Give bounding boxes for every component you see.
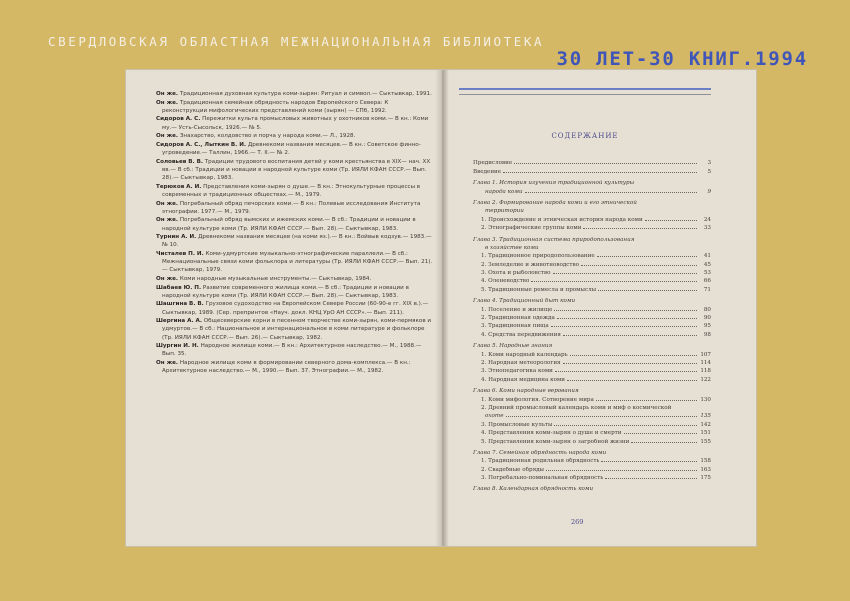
toc-page-number: 175	[700, 475, 711, 482]
toc-row	[473, 158, 711, 166]
entry-text: Пережитки культа промысловых животных у охотников коми.— В кн.: Коми му.— Усть-Сысольск, 1926.— № 5.	[162, 116, 429, 131]
toc-row	[473, 411, 711, 419]
toc-leader-dots	[506, 416, 697, 417]
page-title: 30 ЛЕТ-30 КНИГ.1994	[556, 48, 808, 70]
entry-text: Развитие современного жилища коми.— В сб.: Традиции и новации в народной культуре коми (Тр. ИЯЛИ КФАН СССР.— Вып. 28).— Сыктывкар, 1983.	[162, 284, 409, 299]
toc-entry-title: 4. Народная медицина коми	[481, 376, 566, 383]
toc-entry-title: 4. Средства передвижения	[481, 331, 561, 338]
toc-row	[473, 464, 711, 472]
entry-text: Общесеверские корни в песенном творчестве коми-зырян, коми-пермяков и удмуртов.— В сб.: Национальное и интернациональное в коми литературе и фольклоре (Тр. ИЯЛИ КФАН СССР.— Вып. 26).— Сыктывкар, 1982.	[162, 318, 432, 341]
toc-row	[473, 394, 711, 402]
header-rule	[459, 88, 711, 90]
toc-leader-dots	[546, 470, 697, 471]
entry-author: Турнин А. И.	[156, 234, 197, 241]
toc-entry-title: территории	[485, 208, 524, 215]
toc-row	[473, 206, 711, 214]
toc-page-number: 71	[703, 286, 711, 293]
bibliography-entry	[156, 275, 433, 283]
entry-text: Народное жилище коми в формировании северного дома-комплекса.— В кн.: Архитектурное наследство.— М., 1990.— Вып. 37. Этнографии.— М., 1982.	[162, 360, 411, 375]
toc-entry-title: 1. Коми народный календарь	[481, 351, 568, 358]
bibliography-entry	[156, 99, 433, 115]
toc-row	[473, 473, 711, 481]
entry-text: Погребальный обряд вымских и ижемских коми.— В сб.: Традиции и новации в народной культуре коми (Тр. ИЯЛИ КФАН СССР.— Вып. 28).— Сыктывкар, 1983.	[162, 217, 416, 232]
toc-leader-dots	[531, 281, 697, 282]
toc-leader-dots	[597, 256, 697, 257]
toc-leader-dots	[567, 380, 697, 381]
toc-entry-title: Глава 6. Коми народные верования	[473, 388, 579, 395]
toc-row	[473, 428, 711, 436]
toc-leader-dots	[624, 433, 698, 434]
toc-row	[473, 341, 711, 349]
entry-author: Он же.	[156, 217, 179, 224]
toc-entry-title: Предисловие	[473, 160, 513, 167]
toc-row	[473, 243, 711, 251]
toc-leader-dots	[555, 371, 697, 372]
toc-leader-dots	[525, 192, 697, 193]
toc-entry-title: 3. Промысловые культы	[481, 421, 553, 428]
contents-page	[459, 70, 749, 546]
toc-leader-dots	[631, 442, 697, 443]
entry-author: Он же.	[156, 200, 179, 207]
entry-text: Традиционная семейная обрядность народов Европейского Севера: К реконструкции мифологических представлений коми (зырян) — СПб, 1992.	[162, 99, 389, 114]
entry-text: Представления коми-зырян о душе.— В кн.: Этнокультурные процессы в современных и традиционных обществах.— М., 1979.	[162, 183, 421, 198]
toc-leader-dots	[554, 425, 697, 426]
entry-author: Шабаев Ю. П.	[156, 284, 202, 291]
toc-row	[473, 484, 711, 492]
toc-row	[473, 304, 711, 312]
toc-entry-title: 4. Оленеводство	[481, 278, 530, 285]
book-spread	[126, 70, 756, 546]
toc-page-number: 95	[703, 323, 711, 330]
toc-entry-title: 1. Поселение и жилище	[481, 306, 553, 313]
toc-entry-title: 3. Этнопедагогика коми	[481, 368, 553, 375]
toc-entry-title: в хозяйстве коми	[485, 244, 539, 251]
toc-entry-title: 5. Традиционные ремесла и промыслы	[481, 286, 597, 293]
toc-page-number: 151	[700, 430, 711, 437]
toc-entry-title: Глава 2. Формирование народа коми и его этнической	[473, 199, 637, 206]
toc-page-number: 5	[707, 168, 711, 175]
bibliography-entry	[156, 359, 433, 375]
toc-entry-title: 2. Народная метеорология	[481, 359, 561, 366]
bibliography-entry	[156, 250, 433, 274]
entry-author: Он же.	[156, 360, 179, 366]
entry-author: Он же.	[156, 91, 179, 97]
entry-text: Традиционная духовная культура коми-зырян: Ритуал и символ.— Сыктывкар, 1991.	[179, 91, 432, 97]
bibliography-entry	[156, 132, 433, 140]
toc-leader-dots	[563, 363, 697, 364]
toc-page-number: 9	[707, 188, 711, 195]
toc-row	[473, 358, 711, 366]
toc-page-number: 53	[703, 270, 711, 277]
bibliography-entry	[156, 342, 433, 358]
bibliography-entry	[156, 183, 433, 199]
bibliography-entry	[156, 300, 433, 316]
toc-row	[473, 448, 711, 456]
bibliography-entry	[156, 317, 433, 341]
toc-row	[473, 268, 711, 276]
library-caption: СВЕРДЛОВСКАЯ ОБЛАСТНАЯ МЕЖНАЦИОНАЛЬНАЯ БИБЛИОТЕКА	[48, 34, 545, 49]
toc-entry-title: 2. Традиционная одежда	[481, 315, 555, 322]
toc-page-number: 98	[703, 331, 711, 338]
entry-author: Терюков А. И.	[156, 183, 202, 190]
toc-page-number: 130	[700, 396, 711, 403]
toc-page-number: 33	[703, 225, 711, 232]
toc-entry-title: охоте	[485, 413, 504, 420]
bibliography-entry	[156, 115, 433, 131]
toc-page-number: 163	[700, 466, 711, 473]
toc-row	[473, 419, 711, 427]
toc-page-number: 90	[703, 315, 711, 322]
toc-row	[473, 223, 711, 231]
toc-heading: СОДЕРЖАНИЕ	[551, 132, 619, 140]
toc-row	[473, 296, 711, 304]
toc-page-number: 142	[700, 421, 711, 428]
toc-entry-title: Глава 3. Традиционная система природопользования	[473, 236, 635, 243]
toc-row	[473, 349, 711, 357]
toc-row	[473, 329, 711, 337]
entry-author: Соловьев В. В.	[156, 158, 203, 165]
toc-entry-title: 1. Традиционная родильная обрядность	[481, 458, 600, 465]
toc-entry-title: 1. Коми мифология. Сотворение мира	[481, 396, 594, 403]
bibliography-entry	[156, 158, 433, 182]
toc-page-number: 66	[703, 278, 711, 285]
toc-row	[473, 198, 711, 206]
toc-page-number: 118	[700, 368, 711, 375]
toc-entry-title: Глава 1. История изучения традиционной культуры	[473, 180, 635, 187]
toc-entry-title: Глава 7. Семейная обрядность народа коми	[473, 449, 607, 456]
entry-text: Народное жилище коми.— В кн.: Архитектурное наследство.— М., 1988.— Вып. 35.	[162, 343, 422, 358]
entry-text: Традиции трудового воспитания детей у коми крестьянства в XIX— нач. XX вв.— В сб.: Традиции и новации в народной культуре коми (Тр. ИЯЛИ КФАН СССР.— Вып. 28).— Сыктывкар, 1983.	[162, 158, 431, 182]
toc-leader-dots	[596, 400, 697, 401]
toc-entry-title: 1. Традиционное природопользование	[481, 253, 595, 260]
toc-page-number: 107	[700, 351, 711, 358]
bibliography-entry	[156, 284, 433, 300]
toc-page-number: 3	[707, 160, 711, 167]
toc-entry-title: 5. Представления коми-зырян о загробной жизни	[481, 438, 630, 445]
toc-entry-title: Глава 8. Календарная обрядность коми	[473, 486, 594, 493]
bibliography-page	[156, 90, 433, 376]
toc-row	[473, 366, 711, 374]
entry-author: Он же.	[156, 99, 179, 106]
entry-author: Шургин И. Н.	[156, 343, 199, 350]
toc-page-number: 122	[700, 376, 711, 383]
toc-row	[473, 386, 711, 394]
bibliography-entry	[156, 90, 433, 98]
entry-author: Сидоров А. С.	[156, 116, 201, 123]
toc-row	[473, 214, 711, 222]
bibliography-entry	[156, 233, 433, 249]
toc-entry-title: 3. Охота и рыболовство	[481, 270, 551, 277]
entry-author: Он же.	[156, 275, 179, 282]
toc-entry-title: 3. Погребально-поминальная обрядность	[481, 475, 604, 482]
header-rule-thin	[459, 94, 711, 95]
toc-leader-dots	[554, 310, 697, 311]
entry-text: Коми-удмуртские музыкально-этнографические параллели.— В сб.: Межнациональные связи коми фольклора и литературы (Тр. ИЯЛИ КФАН СССР.— Вып. 21).— Сыктывкар, 1979.	[162, 250, 433, 274]
toc-entry-title: 2. Свадебные обряды	[481, 466, 545, 473]
toc-leader-dots	[570, 355, 697, 356]
toc-entry-title: Глава 4. Традиционный быт коми	[473, 298, 576, 305]
bibliography-entry	[156, 216, 433, 232]
toc-entry-title: Введение	[473, 168, 502, 175]
entry-author: Он же.	[156, 133, 179, 140]
toc-page-number: 135	[700, 413, 711, 420]
page-number: 269	[571, 518, 584, 526]
toc-entry-title: 3. Традиционная пища	[481, 323, 549, 330]
toc-entry-title: 1. Происхождение и этническая история народа коми	[481, 216, 643, 223]
toc-leader-dots	[563, 335, 697, 336]
toc-leader-dots	[503, 172, 697, 173]
toc-leader-dots	[551, 326, 697, 327]
entry-author: Шашгина В. В.	[156, 301, 204, 308]
toc-row	[473, 321, 711, 329]
book-gutter	[435, 70, 449, 546]
bibliography-entry	[156, 141, 433, 157]
toc-row	[473, 178, 711, 186]
toc-row	[473, 166, 711, 174]
entry-text: Коми народные музыкальные инструменты.— Сыктывкар, 1984.	[179, 275, 372, 282]
toc-row	[473, 186, 711, 194]
toc-row	[473, 259, 711, 267]
toc-page-number: 45	[703, 261, 711, 268]
toc-leader-dots	[553, 273, 697, 274]
toc-entry-title: 4. Представления коми-зырян о душе и смерти	[481, 430, 622, 437]
toc-leader-dots	[514, 163, 697, 164]
entry-author: Чисталев П. И.	[156, 250, 204, 257]
toc-page-number: 114	[700, 359, 711, 366]
entry-text: Знахарство, колдовство и порча у народа коми.— Л., 1928.	[179, 133, 356, 140]
toc-row	[473, 276, 711, 284]
toc-leader-dots	[581, 265, 697, 266]
toc-row	[473, 456, 711, 464]
toc-page-number: 158	[700, 458, 711, 465]
toc-row	[473, 234, 711, 242]
entry-text: Древнекоми названия месяцев (на коми яз.).— В кн.: Войвыв кодзув.— 1983.— № 10.	[162, 234, 432, 249]
toc-page-number: 41	[703, 253, 711, 260]
entry-text: Грузовое судоходство на Европейском Севере России (60-90-е гг. XIX в.).— Сыктывкар, 1989. (Сер. препринтов «Науч. докл. КНЦ УрО АН СССР».— Вып. 211).	[162, 301, 429, 316]
toc-page-number: 155	[700, 438, 711, 445]
toc-entry-title: 2. Древний промысловый календарь коми и миф о космической	[481, 404, 672, 411]
toc-entry-title: 2. Этнографические группы коми	[481, 225, 582, 232]
toc-leader-dots	[583, 228, 697, 229]
toc-leader-dots	[601, 461, 697, 462]
toc-entry-title: 2. Земледелие и животноводство	[481, 261, 580, 268]
table-of-contents	[473, 158, 711, 492]
entry-text: Погребальный обряд печорских коми.— В кн.: Полевые исследования Института этнографии. 1977.— М., 1979.	[162, 200, 421, 215]
toc-page-number: 80	[703, 306, 711, 313]
toc-leader-dots	[598, 290, 697, 291]
toc-row	[473, 251, 711, 259]
toc-row	[473, 284, 711, 292]
toc-leader-dots	[557, 318, 697, 319]
toc-row	[473, 436, 711, 444]
toc-entry-title: народа коми	[485, 188, 523, 195]
toc-leader-dots	[645, 220, 697, 221]
toc-row	[473, 374, 711, 382]
entry-author: Сидоров А. С., Лыткин В. И.	[156, 141, 247, 148]
entry-text: Древнекоми названия месяцев.— В кн.: Советское финно-угроведение.— Таллин, 1966.— Т. II.— № 2.	[162, 141, 421, 157]
toc-entry-title: Глава 5. Народные знания	[473, 343, 553, 350]
toc-page-number: 24	[703, 216, 711, 223]
entry-author: Шергина А. А.	[156, 318, 202, 325]
toc-leader-dots	[605, 478, 697, 479]
toc-row	[473, 313, 711, 321]
toc-row	[473, 403, 711, 411]
bibliography-entry	[156, 200, 433, 216]
